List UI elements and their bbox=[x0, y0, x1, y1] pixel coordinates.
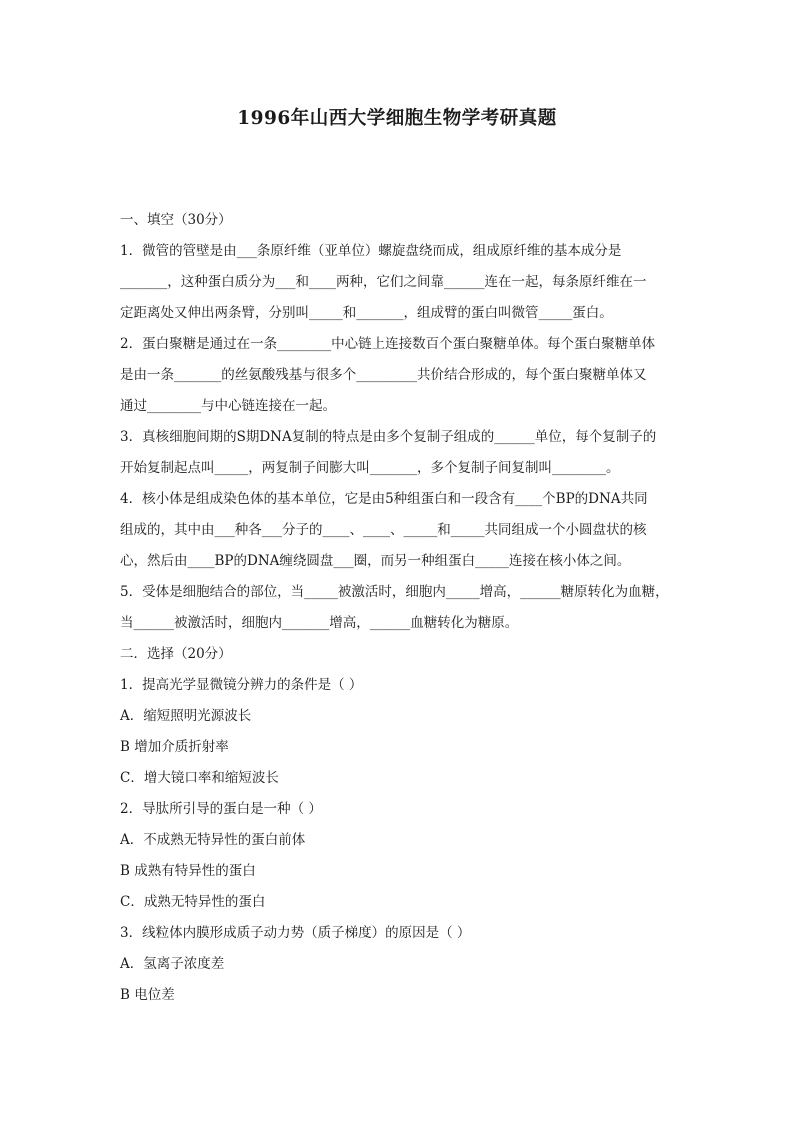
section-heading-fill-in: 一、填空（30分） bbox=[120, 212, 232, 228]
page-title: 1996年山西大学细胞生物学考研真题 bbox=[237, 108, 557, 129]
answer-option: A．氢离子浓度差 bbox=[120, 956, 225, 972]
question-line: 心，然后由____BP的DNA缠绕圆盘___圈，而另一种组蛋白_____连接在核小体之间。 bbox=[120, 553, 631, 569]
question-line: 1．微管的管壁是由___条原纤维（亚单位）螺旋盘绕而成，组成原纤维的基本成分是 bbox=[120, 243, 622, 259]
answer-option: A．缩短照明光源波长 bbox=[120, 708, 252, 724]
section-heading-choice: 二．选择（20分） bbox=[120, 646, 232, 662]
question-line: 2．蛋白聚糖是通过在一条________中心链上连接数百个蛋白聚糖单体。每个蛋白聚糖单体 bbox=[120, 336, 656, 352]
answer-option: B 成熟有特异性的蛋白 bbox=[120, 863, 256, 879]
question-line: 当______被激活时，细胞内_______增高，______血糖转化为糖原。 bbox=[120, 615, 519, 631]
question-stem: 3．线粒体内膜形成质子动力势（质子梯度）的原因是（ ） bbox=[120, 925, 471, 941]
question-line: 定距离处又伸出两条臂，分别叫_____和_______，组成臂的蛋白叫微管_____蛋白。 bbox=[120, 305, 613, 321]
question-line: _______，这种蛋白质分为___和____两种，它们之间靠______连在一起，每条原纤维在一 bbox=[120, 274, 647, 290]
answer-option: B 电位差 bbox=[120, 987, 175, 1003]
question-stem: 1．提高光学显微镜分辨力的条件是（ ） bbox=[120, 677, 363, 693]
question-stem: 2．导肽所引导的蛋白是一种（ ） bbox=[120, 801, 322, 817]
question-line: 3．真核细胞间期的S期DNA复制的特点是由多个复制子组成的______单位，每个复制子的 bbox=[120, 429, 657, 445]
question-line: 开始复制起点叫_____，两复制子间膨大叫_______，多个复制子间复制叫________。 bbox=[120, 460, 620, 476]
question-line: 通过________与中心链连接在一起。 bbox=[120, 398, 336, 414]
answer-option: A．不成熟无特异性的蛋白前体 bbox=[120, 832, 306, 848]
question-line: 是由一条_______的丝氨酸残基与很多个_________共价结合形成的，每个蛋白聚糖单体又 bbox=[120, 367, 647, 383]
question-line: 5．受体是细胞结合的部位，当_____被激活时，细胞内_____增高，______糖原转化为血糖， bbox=[120, 584, 669, 600]
question-line: 4．核小体是组成染色体的基本单位，它是由5种组蛋白和一段含有____个BP的DNA共同 bbox=[120, 491, 648, 507]
answer-option: B 增加介质折射率 bbox=[120, 739, 229, 755]
question-line: 组成的，其中由___种各___分子的____、____、_____和_____共同组成一个小圆盘状的核 bbox=[120, 522, 647, 538]
document-body bbox=[120, 205, 680, 1011]
answer-option: C．增大镜口率和缩短波长 bbox=[120, 770, 279, 786]
answer-option: C．成熟无特异性的蛋白 bbox=[120, 894, 266, 910]
